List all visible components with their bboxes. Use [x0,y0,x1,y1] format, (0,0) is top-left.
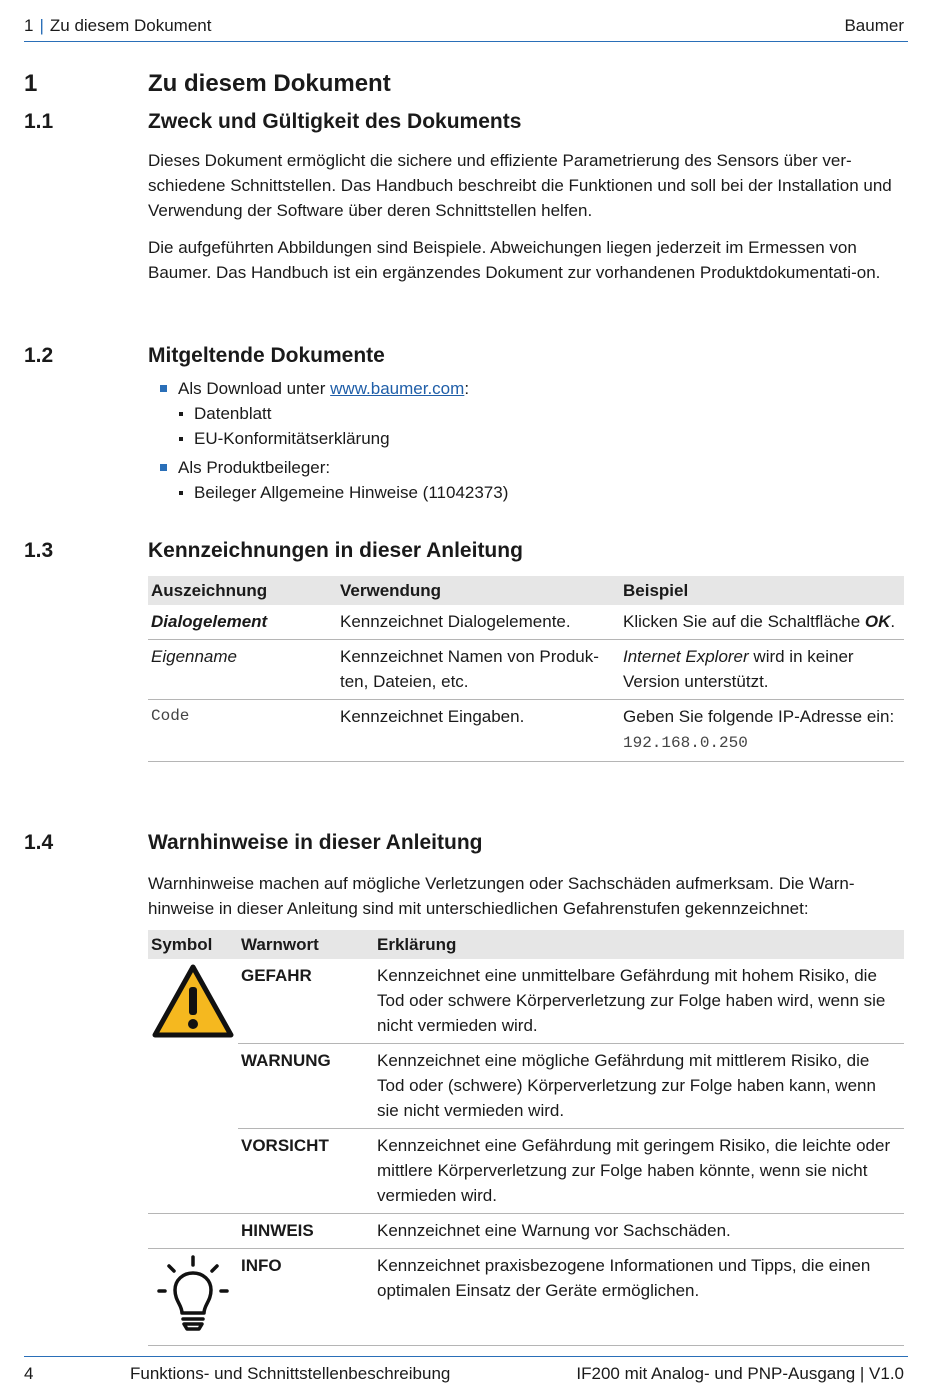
table-cell: Kennzeichnet Dialogelemente. [337,605,620,640]
list-item: Als Produktbeileger: Beileger Allgemeine Hinweise (11042373) [148,455,898,505]
symbol-cell [148,1249,238,1346]
lightbulb-icon [151,1253,235,1333]
table-cell: Kennzeichnet eine mögliche Gefährdung mit mittlerem Risiko, die Tod oder (schwere) Körperverletzung zur Folge haben kann, wenn sie nicht vermieden wird. [374,1044,904,1129]
column-header: Beispiel [620,576,904,605]
header-brand: Baumer [844,16,904,35]
table-cell: VORSICHT [238,1129,374,1214]
table-row [148,640,904,700]
column-header: Warnwort [238,930,374,959]
sub-list-item: EU-Konformitätserklärung [178,426,898,451]
column-header: Erklärung [374,930,904,959]
table-cell: Kennzeichnet praxisbezogene Informationen und Tipps, die einen optimalen Einsatz der Geräte ermöglichen. [374,1249,904,1346]
page-number: 4 [24,1364,34,1383]
list-item: Als Download unter www.baumer.com: Datenblatt EU-Konformitätserklärung [148,376,898,451]
baumer-website-link[interactable]: www.baumer.com [330,379,465,398]
section-1-2-title: Mitgeltende Dokumente [148,344,385,367]
paragraph: Dieses Dokument ermöglicht die sichere und effiziente Parametrierung des Sensors über ver-schiedene Schnittstellen. Das Handbuch beschreibt die Funktionen und soll bei der Installation und Verwendung der Software über deren Schnittstellen helfen. [148,151,892,220]
table-cell: Klicken Sie auf die Schaltfläche OK. [620,605,904,640]
section-1-2-number: 1.2 [24,344,54,367]
sub-list-item: Beileger Allgemeine Hinweise (11042373) [178,480,898,505]
section-1-4-title: Warnhinweise in dieser Anleitung [148,831,483,854]
paragraph: Die aufgeführten Abbildungen sind Beispiele. Abweichungen liegen jederzeit im Ermessen von Baumer. Das Handbuch ist ein ergänzendes Dokument zur vorhandenen Produktdokumentati-on. [148,238,881,282]
warning-triangle-icon [151,963,235,1039]
table-cell: Kennzeichnet eine unmittelbare Gefährdung mit hohem Risiko, die Tod oder schwere Körperverletzung zur Folge haben wird, wenn sie nicht vermieden wird. [374,959,904,1044]
bullet-dot-icon [179,491,183,495]
sub-list-item: Datenblatt [178,401,898,426]
paragraph: Warnhinweise machen auf mögliche Verletzungen oder Sachschäden aufmerksam. Die Warn-hinweise in dieser Anleitung sind mit unterschiedlichen Gefahrenstufen gekennzeichnet: [148,874,855,918]
section-1-4-number: 1.4 [24,831,54,854]
table-cell: GEFAHR [238,959,374,1044]
footer-product: IF200 mit Analog- und PNP-Ausgang | V1.0 [576,1364,904,1383]
markup-table [148,576,904,762]
table-header-row [148,930,904,959]
bullet-square-icon [160,464,167,471]
column-header: Symbol [148,930,238,959]
warning-levels-table [148,930,904,1346]
footer-document-title: Funktions- und Schnittstellenbeschreibung [130,1364,451,1383]
table-row [148,605,904,640]
table-cell: Internet Explorer wird in keiner Version unterstützt. [620,640,904,700]
footer-rule [24,1356,908,1357]
section-1-4-intro [148,871,898,933]
section-1-3-number: 1.3 [24,539,54,562]
symbol-cell [148,959,238,1214]
section-1-3-title: Kennzeichnungen in dieser Anleitung [148,539,523,562]
section-1-1-title: Zweck und Gültigkeit des Dokuments [148,110,522,133]
table-cell: INFO [238,1249,374,1346]
header-rule [24,41,908,42]
table-row [148,1214,904,1249]
table-header-row [148,576,904,605]
section-1-1-number: 1.1 [24,110,54,133]
section-1-number: 1 [24,70,38,97]
header-chapter-number: 1 [24,16,34,35]
table-row [148,959,904,1044]
bullet-dot-icon [179,437,183,441]
header-separator: | [39,16,44,35]
header-chapter-title: Zu diesem Dokument [49,16,212,35]
table-row [148,700,904,762]
table-cell: Kennzeichnet Eingaben. [337,700,620,762]
table-cell: Code [148,700,337,762]
table-cell: WARNUNG [238,1044,374,1129]
column-header: Verwendung [337,576,620,605]
bullet-square-icon [160,385,167,392]
table-cell: Kennzeichnet Namen von Produk-ten, Dateien, etc. [337,640,620,700]
column-header: Auszeichnung [148,576,337,605]
table-cell: HINWEIS [238,1214,374,1249]
related-documents-list [148,376,898,509]
table-row [148,1044,904,1129]
table-cell: Dialogelement [148,605,337,640]
table-cell: Kennzeichnet eine Warnung vor Sachschäden. [374,1214,904,1249]
section-1-title: Zu diesem Dokument [148,70,391,97]
table-row [148,1249,904,1346]
table-cell: Eigenname [148,640,337,700]
table-row [148,1129,904,1214]
symbol-cell [148,1214,238,1249]
section-1-1-body [148,148,898,297]
table-cell: Geben Sie folgende IP-Adresse ein: 192.168.0.250 [620,700,904,762]
table-cell: Kennzeichnet eine Gefährdung mit geringem Risiko, die leichte oder mittlere Körperverletzung zur Folge haben könnte, wenn sie nicht vermieden wird. [374,1129,904,1214]
bullet-dot-icon [179,412,183,416]
running-header-chapter [24,16,211,36]
